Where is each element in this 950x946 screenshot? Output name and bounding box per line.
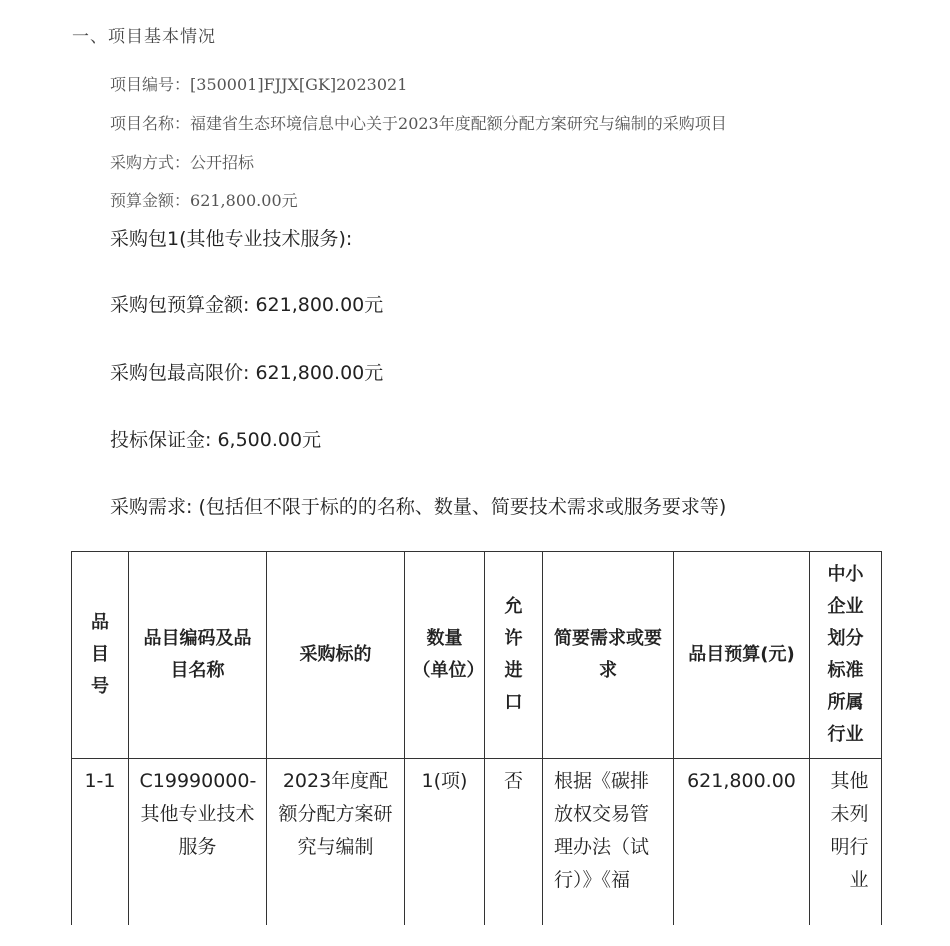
cell-import: 否: [485, 759, 543, 926]
package-max-price-value: 621,800.00元: [255, 362, 384, 384]
procurement-requirement-row: [110, 492, 726, 519]
project-code-value: [350001]FJJX[GK]2023021: [190, 75, 408, 94]
procurement-method-value: 公开招标: [190, 153, 255, 172]
project-code-label: 项目编号：: [110, 75, 191, 94]
package-max-price-label: 采购包最高限价:: [110, 362, 250, 384]
cell-quantity: 1(项): [405, 759, 485, 926]
header-budget: 品目预算(元): [674, 552, 810, 759]
cell-industry: 其他未列明行业: [810, 759, 882, 926]
budget-amount-value: 621,800.00元: [190, 191, 298, 210]
table-header-row: [72, 552, 882, 759]
header-subject: 采购标的: [267, 552, 405, 759]
cell-subject: 2023年度配额分配方案研究与编制: [267, 759, 405, 926]
package-max-price-row: [110, 358, 383, 385]
package-budget-label: 采购包预算金额:: [110, 294, 250, 316]
cell-budget: 621,800.00: [674, 759, 810, 926]
header-quantity: 数量（单位）: [405, 552, 485, 759]
bid-bond-value: 6,500.00元: [217, 429, 322, 451]
cell-category: C19990000-其他专业技术服务: [129, 759, 267, 926]
header-category: 品目编码及品目名称: [129, 552, 267, 759]
header-item-no: 品目号: [72, 552, 129, 759]
cell-item-no: 1-1: [72, 759, 129, 926]
procurement-method-label: 采购方式：: [110, 153, 191, 172]
bid-bond-row: [110, 425, 321, 452]
package-title: 采购包1(其他专业技术服务):: [110, 228, 353, 250]
project-code-row: [110, 72, 407, 95]
procurement-method-row: [110, 150, 254, 173]
requirements-table: [71, 551, 882, 925]
table-row: [72, 759, 882, 926]
project-name-row: [110, 111, 727, 134]
procurement-requirement-label: 采购需求:: [110, 496, 193, 518]
project-name-value: 福建省生态环境信息中心关于2023年度配额分配方案研究与编制的采购项目: [190, 114, 727, 133]
budget-amount-row: [110, 188, 298, 211]
header-requirement: 简要需求或要求: [543, 552, 674, 759]
procurement-requirement-note: (包括但不限于标的的名称、数量、简要技术需求或服务要求等): [198, 496, 727, 518]
budget-amount-label: 预算金额：: [110, 191, 191, 210]
header-industry: 中小企业划分标准所属行业: [810, 552, 882, 759]
cell-requirement: 根据《碳排放权交易管理办法（试行）》《福: [543, 759, 674, 926]
package-budget-row: [110, 290, 383, 317]
project-name-label: 项目名称：: [110, 114, 191, 133]
bid-bond-label: 投标保证金:: [110, 429, 212, 451]
header-import: 允许进口: [485, 552, 543, 759]
package-budget-value: 621,800.00元: [255, 294, 384, 316]
section-title: 一、项目基本情况: [72, 27, 216, 47]
